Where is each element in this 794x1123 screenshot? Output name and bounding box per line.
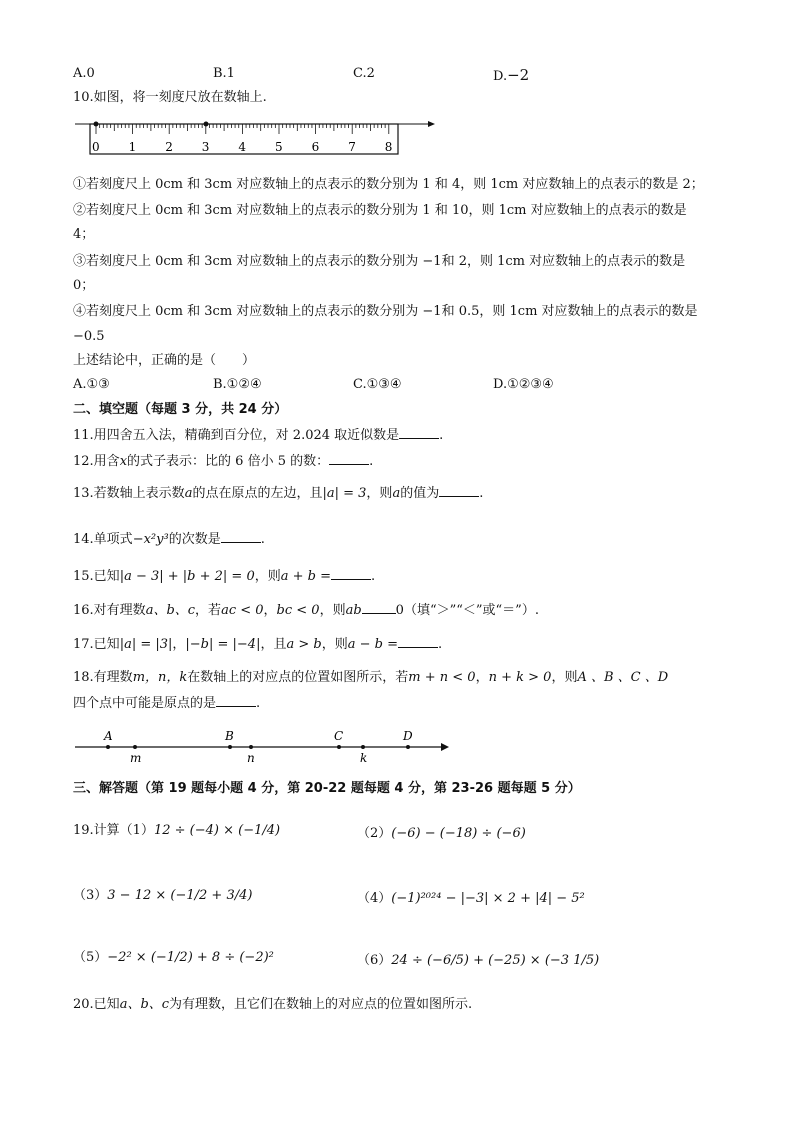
ruler-label: 0 bbox=[92, 140, 100, 154]
q9-option-d: D.−2 bbox=[493, 66, 530, 84]
q18-number-line bbox=[73, 728, 453, 766]
q19-part-5: （5）−2² × (−1/2) + 8 ÷ (−2)² bbox=[73, 950, 274, 965]
q13: 13.若数轴上表示数a的点在原点的左边，且|a| = 3，则a的值为 . bbox=[73, 486, 484, 501]
point-a-label: A bbox=[104, 729, 113, 743]
ruler-label: 6 bbox=[311, 140, 320, 154]
q10-statement-2: ②若刻度尺上 0cm 和 3cm 对应数轴上的点表示的数分别为 1 和 10，则 1cm 对应数轴上的点表示的数是 bbox=[73, 203, 687, 218]
q11: 11.用四舍五入法，精确到百分位，对 2.024 取近似数是 . bbox=[73, 428, 444, 443]
q15: 15.已知|a − 3| + |b + 2| = 0，则a + b = . bbox=[73, 569, 376, 584]
q10-option-a: A.①③ bbox=[73, 377, 110, 392]
q18: 18.有理数m，n，k在数轴上的对应点的位置如图所示，若m + n < 0，n + k > 0，则A 、B 、C 、D bbox=[73, 670, 669, 685]
ruler-label: 1 bbox=[128, 140, 137, 154]
answer-blank bbox=[399, 426, 439, 439]
answer-blank bbox=[439, 484, 479, 497]
q10-option-b: B.①②④ bbox=[213, 377, 262, 392]
ruler-label: 4 bbox=[238, 140, 247, 154]
q14: 14.单项式−x²y³的次数是 . bbox=[73, 532, 265, 547]
q16: 16.对有理数a、b、c，若ac < 0，bc < 0，则ab 0（填“＞”“＜”或“＝”）. bbox=[73, 603, 539, 618]
q10-statement-4-cont: −0.5 bbox=[73, 329, 105, 344]
q17: 17.已知|a| = |3|，|−b| = |−4|，且a > b，则a − b = . bbox=[73, 637, 443, 652]
answer-blank bbox=[329, 452, 369, 465]
answer-blank bbox=[331, 567, 371, 580]
q9-option-c: C.2 bbox=[353, 66, 375, 81]
point-d-label: D bbox=[403, 729, 413, 743]
ruler-label: 7 bbox=[348, 140, 356, 154]
q10-statement-1: ①若刻度尺上 0cm 和 3cm 对应数轴上的点表示的数分别为 1 和 4，则 1cm 对应数轴上的点表示的数是 2； bbox=[73, 177, 704, 192]
q10-statement-3: ③若刻度尺上 0cm 和 3cm 对应数轴上的点表示的数分别为 −1和 2，则 1cm 对应数轴上的点表示的数是 bbox=[73, 254, 686, 269]
answer-blank bbox=[398, 635, 438, 648]
section-3-heading: 三、解答题（第 19 题每小题 4 分，第 20-22 题每题 4 分，第 23-26 题每题 5 分） bbox=[73, 781, 581, 796]
q10-stem: 10.如图，将一刻度尺放在数轴上. bbox=[73, 90, 267, 105]
q19-part-4: （4）(−1)²⁰²⁴ − |−3| × 2 + |4| − 5² bbox=[357, 891, 585, 906]
point-n-label: n bbox=[247, 751, 255, 765]
q10-statement-2-cont: 4； bbox=[73, 227, 95, 242]
answer-blank bbox=[216, 694, 256, 707]
q20: 20.已知a、b、c为有理数，且它们在数轴上的对应点的位置如图所示. bbox=[73, 997, 473, 1012]
point-k-label: k bbox=[360, 751, 368, 765]
q10-option-c: C.①③④ bbox=[353, 377, 402, 392]
ruler-label: 8 bbox=[384, 140, 393, 154]
q10-option-d: D.①②③④ bbox=[493, 377, 554, 392]
point-c-label: C bbox=[334, 729, 344, 743]
q19-part-2: （2）(−6) − (−18) ÷ (−6) bbox=[357, 826, 526, 841]
q19-part-6: （6）24 ÷ (−6/5) + (−25) × (−3 1/5) bbox=[357, 953, 600, 968]
answer-blank bbox=[221, 530, 261, 543]
q19-part-1: 19.计算（1）12 ÷ (−4) × (−1/4) bbox=[73, 823, 281, 838]
q18-cont: 四个点中可能是原点的是 . bbox=[73, 696, 261, 711]
q10-statement-3-cont: 0； bbox=[73, 278, 95, 293]
ruler-label: 3 bbox=[201, 140, 210, 154]
section-2-heading: 二、填空题（每题 3 分，共 24 分） bbox=[73, 402, 288, 417]
answer-blank bbox=[362, 601, 396, 614]
ruler-figure bbox=[73, 112, 438, 160]
q12: 12.用含x的式子表示：比的 6 倍小 5 的数： . bbox=[73, 454, 374, 469]
q9-option-b: B.1 bbox=[213, 66, 235, 81]
ruler-label: 2 bbox=[165, 140, 173, 154]
ruler-label: 5 bbox=[275, 140, 283, 154]
point-m-label: m bbox=[130, 751, 142, 765]
q10-ask: 上述结论中，正确的是（ ） bbox=[73, 353, 256, 368]
q9-option-a: A.0 bbox=[73, 66, 95, 81]
q19-part-3: （3）3 − 12 × (−1/2 + 3/4) bbox=[73, 888, 253, 903]
point-b-label: B bbox=[225, 729, 234, 743]
q10-statement-4: ④若刻度尺上 0cm 和 3cm 对应数轴上的点表示的数分别为 −1和 0.5，则 1cm 对应数轴上的点表示的数是 bbox=[73, 304, 698, 319]
